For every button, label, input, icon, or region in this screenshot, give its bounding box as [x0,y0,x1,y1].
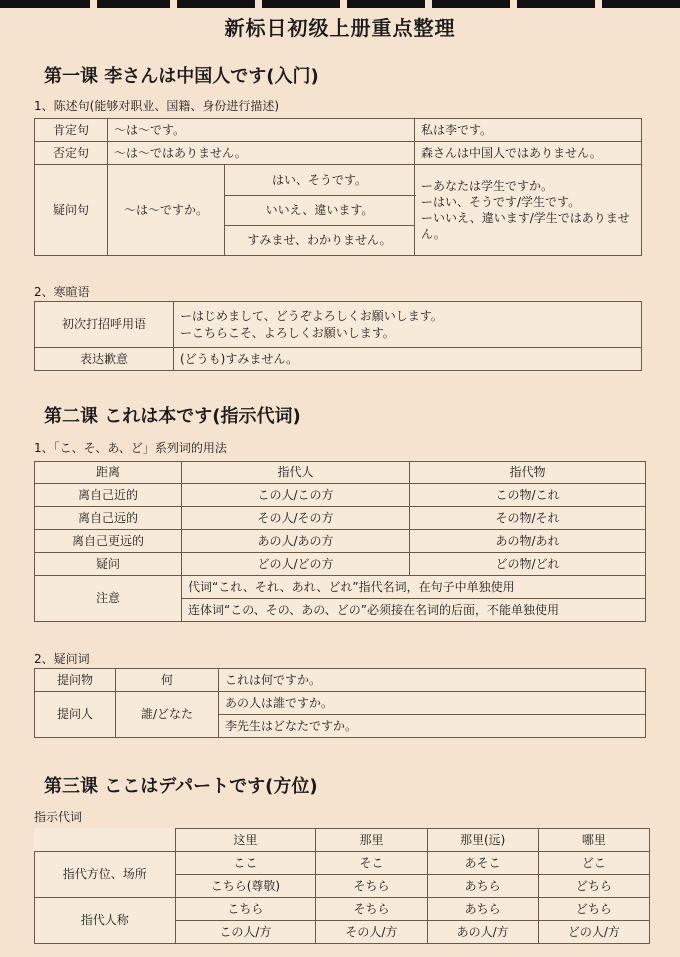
greeting-line: ーはじめまして、どうぞよろしくお願いします。 [180,309,443,324]
table-cell: そこ [316,852,427,875]
question-answer: はい、そうです。 [225,165,415,196]
question-examples [415,165,642,256]
question-pattern: ～は～ですか。 [108,165,225,256]
greeting-label: 初次打招呼用语 [35,302,174,348]
question-label: 疑问句 [35,165,108,256]
distance-cell: 离自己近的 [35,484,182,507]
table-row [35,669,646,692]
table-cell: どこ [538,852,649,875]
table-row [35,142,642,165]
table-cell: どちら [538,898,649,921]
lesson1-section2-heading: 2、寒暄语 [34,285,90,299]
person-cell: この人/この方 [182,484,410,507]
location-table [34,828,650,944]
question-answer: すみませ、わかりません。 [225,226,415,256]
table-cell: あちら [427,898,538,921]
example-line: ーあなたは学生ですか。 [421,178,554,193]
statement-table [34,118,642,256]
example-line: ん。 [421,227,446,242]
table-row [35,530,646,553]
example-line: ーはい、そうです/学生です。 [421,194,581,209]
negative-example: 森さんは中国人ではありません。 [415,142,642,165]
ask-person-label: 提问人 [35,692,116,738]
column-header: 那里 [316,829,427,852]
affirmative-pattern: ～は～です。 [108,119,415,142]
lesson2-section1-heading: 1、「こ、そ、あ、ど」系列词的用法 [34,441,227,455]
table-row [35,302,642,348]
thing-cell: あの物/あれ [410,530,646,553]
table-cell: あの人/方 [427,921,538,944]
table-header-row [35,829,650,852]
table-cell: こちら [175,898,316,921]
greeting-line: ーこちらこそ、よろしくお願いします。 [180,325,395,340]
column-header: 哪里 [538,829,649,852]
ask-person-example: 李先生はどなたですか。 [219,715,646,738]
note-label: 注意 [35,576,182,622]
table-header-row [35,462,646,484]
group-label: 指代人称 [35,898,176,944]
apology-label: 表达歉意 [35,348,174,371]
example-line: ーいいえ、違います/学生ではありませ [421,211,630,225]
thing-cell: どの物/どれ [410,553,646,576]
blank-corner [35,829,176,852]
thing-cell: この物/これ [410,484,646,507]
table-row [35,692,646,715]
distance-cell: 疑问 [35,553,182,576]
column-header: 那里(远) [427,829,538,852]
note-line: 代词“これ、それ、あれ、どれ”指代名词，在句子中单独使用 [182,576,646,599]
greeting-lines [174,302,642,348]
person-cell: どの人/どの方 [182,553,410,576]
table-cell: ここ [175,852,316,875]
table-cell: そちら [316,875,427,898]
ask-person-example: あの人は誰ですか。 [219,692,646,715]
lesson1-title: 第一课 李さんは中国人です(入门) [44,66,319,87]
column-header: 指代物 [410,462,646,484]
negative-label: 否定句 [35,142,108,165]
table-row [35,484,646,507]
ask-person-word: 誰/どなた [116,692,219,738]
table-cell: この人/方 [175,921,316,944]
affirmative-example: 私は李です。 [415,119,642,142]
column-header: 这里 [175,829,316,852]
table-row [35,507,646,530]
person-cell: その人/その方 [182,507,410,530]
table-row [35,165,642,196]
ask-thing-word: 何 [116,669,219,692]
distance-cell: 离自己远的 [35,507,182,530]
greetings-table [34,301,642,371]
ask-thing-label: 提问物 [35,669,116,692]
table-cell: そちら [316,898,427,921]
person-cell: あの人/あの方 [182,530,410,553]
table-row [35,348,642,371]
table-cell: あそこ [427,852,538,875]
top-decoration-bar [0,0,680,8]
table-cell: どの人/方 [538,921,649,944]
lesson2-title: 第二课 これは本です(指示代词) [44,406,301,427]
table-row [35,852,650,875]
demonstrative-table [34,461,646,622]
note-line: 连体词“この、その、あの、どの”必须接在名词的后面，不能单独使用 [182,599,646,622]
apology-line: (どうも)すみません。 [174,348,642,371]
table-cell: あちら [427,875,538,898]
affirmative-label: 肯定句 [35,119,108,142]
interrogative-table [34,668,646,738]
column-header: 指代人 [182,462,410,484]
distance-cell: 离自己更远的 [35,530,182,553]
ask-thing-example: これは何ですか。 [219,669,646,692]
lesson3-title: 第三课 ここはデパートです(方位) [44,776,318,797]
table-row [35,898,650,921]
lesson1-section1-heading: 1、陈述句(能够对职业、国籍、身份进行描述) [34,99,279,113]
group-label: 指代方位、场所 [35,852,176,898]
table-cell: どちら [538,875,649,898]
question-answer: いいえ、違います。 [225,196,415,226]
page-title: 新标日初级上册重点整理 [224,16,456,40]
negative-pattern: ～は～ではありません。 [108,142,415,165]
table-row [35,553,646,576]
thing-cell: その物/それ [410,507,646,530]
table-row [35,119,642,142]
table-cell: こちら(尊敬) [175,875,316,898]
table-row [35,576,646,599]
column-header: 距离 [35,462,182,484]
lesson2-section2-heading: 2、疑问词 [34,652,90,666]
table-cell: その人/方 [316,921,427,944]
lesson3-heading: 指示代词 [34,810,83,824]
